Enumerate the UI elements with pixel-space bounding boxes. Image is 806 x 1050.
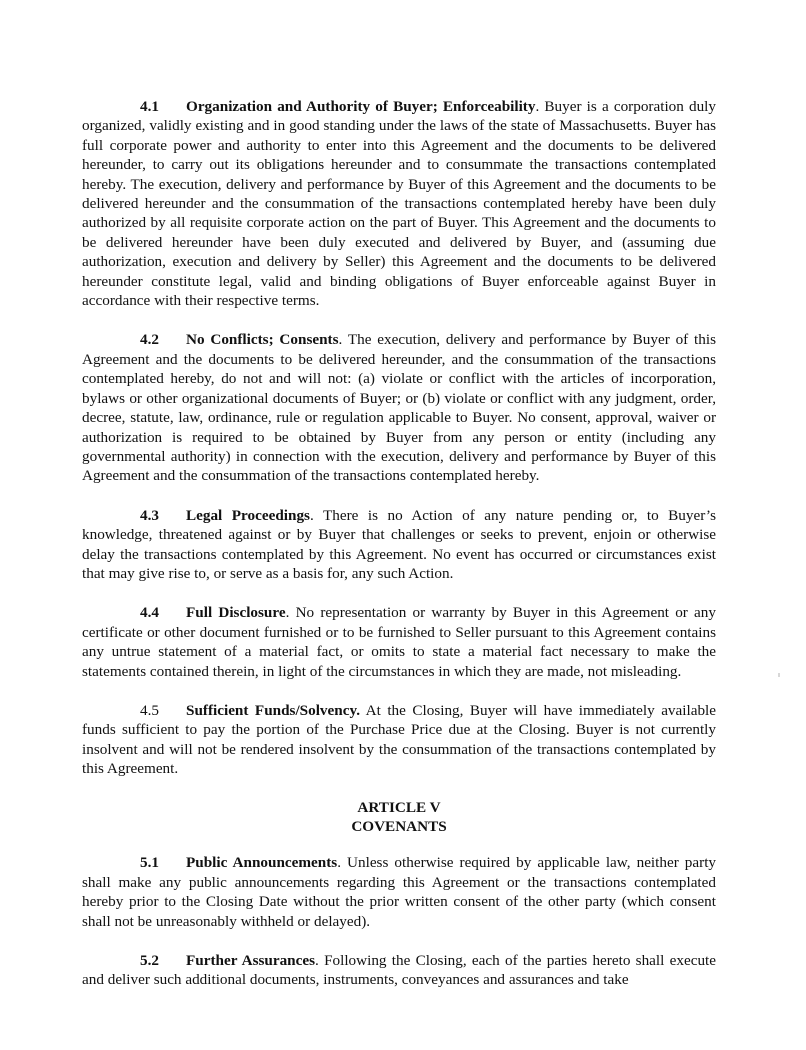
section-4-4 <box>82 603 716 681</box>
section-heading: Organization and Authority of Buyer; Enforceability <box>186 98 536 115</box>
document-page <box>82 97 716 990</box>
section-heading: Sufficient Funds/Solvency. <box>186 701 361 719</box>
article-heading <box>82 798 716 837</box>
section-body: . Buyer is a corporation duly organized, validly existing and in good standing under the laws of the state of Massachusetts. Buyer has full corporate power and authority to enter into this Agreement and the documents to be delivered hereunder, to carry out its obligations hereunder and to consummate the transactions contemplated hereby. The execution, delivery and performance by Buyer of this Agreement and the documents to be delivered hereunder and the consummation of the transactions contemplated hereby have been duly authorized by all requisite corporate action on the part of Buyer. This Agreement and the documents to be delivered hereunder have been duly executed and delivered by Buyer, and (assuming due authorization, execution and delivery by Seller) this Agreement and the documents to be delivered hereunder constitute legal, valid and binding obligations of Buyer enforceable against Buyer in accordance with their respective terms. <box>82 98 716 310</box>
article-title: ARTICLE V <box>357 798 441 816</box>
section-5-1 <box>82 853 716 931</box>
section-body: . No representation or warranty by Buyer in this Agreement or any certificate or other document furnished or to be furnished to Seller pursuant to this Agreement contains any untrue statement of a material fact, or omits to state a material fact necessary to make the statements contained therein, in light of the circumstances in which they are made, not misleading. <box>82 604 716 680</box>
section-number: 5.1 <box>140 854 159 872</box>
section-body: . There is no Action of any nature pending or, to Buyer’s knowledge, threatened against or by Buyer that challenges or seeks to prevent, enjoin or otherwise delay the transactions contemplated by this Agreement. No event has occurred or circumstances exist that may give rise to, or serve as a basis for, any such Action. <box>82 506 716 582</box>
section-body: At the Closing, Buyer will have immediately available funds sufficient to pay the portion of the Purchase Price due at the Closing. Buyer is not currently insolvent and will not be rendered insolvent by the consummation of the transactions contemplated by this Agreement. <box>82 701 717 778</box>
section-number: 4.2 <box>140 331 159 349</box>
section-body: . Unless otherwise required by applicable law, neither party shall make any public announcements regarding this Agreement or the transactions contemplated hereby prior to the Closing Date without the prior written consent of the other party (which consent shall not be unreasonably withheld or delayed). <box>82 854 717 930</box>
article-subtitle: COVENANTS <box>351 818 447 835</box>
section-4-3 <box>82 506 716 584</box>
scan-artifact <box>778 673 780 677</box>
section-number: 5.2 <box>140 952 159 970</box>
section-body: . The execution, delivery and performance by Buyer of this Agreement and the documents to be delivered hereunder, and the consummation of the transactions contemplated hereby, do not and will not: (a) violate or conflict with the articles of incorporation, bylaws or other organizational documents of Buyer; or (b) violate or conflict with any judgment, order, decree, statute, law, ordinance, rule or regulation applicable to Buyer. No consent, approval, waiver or authorization is required to be obtained by Buyer from any person or entity (including any governmental authority) in connection with the execution, delivery and performance by Buyer of this Agreement and the consummation of the transactions contemplated hereby. <box>82 331 716 485</box>
section-5-2 <box>82 951 716 990</box>
section-number: 4.4 <box>140 604 159 622</box>
section-heading: Legal Proceedings <box>186 506 310 524</box>
section-number: 4.3 <box>140 506 159 524</box>
section-heading: Public Announcements <box>186 854 338 872</box>
section-4-1 <box>82 97 716 310</box>
section-4-2 <box>82 330 716 485</box>
section-number: 4.1 <box>140 98 159 115</box>
section-heading: No Conflicts; Consents <box>186 331 339 349</box>
section-heading: Further Assurances <box>186 952 316 970</box>
section-number: 4.5 <box>140 701 159 719</box>
section-body: . Following the Closing, each of the parties hereto shall execute and deliver such additional documents, instruments, conveyances and assurances and take <box>82 952 716 989</box>
section-4-5 <box>82 701 716 779</box>
section-heading: Full Disclosure <box>186 604 286 622</box>
